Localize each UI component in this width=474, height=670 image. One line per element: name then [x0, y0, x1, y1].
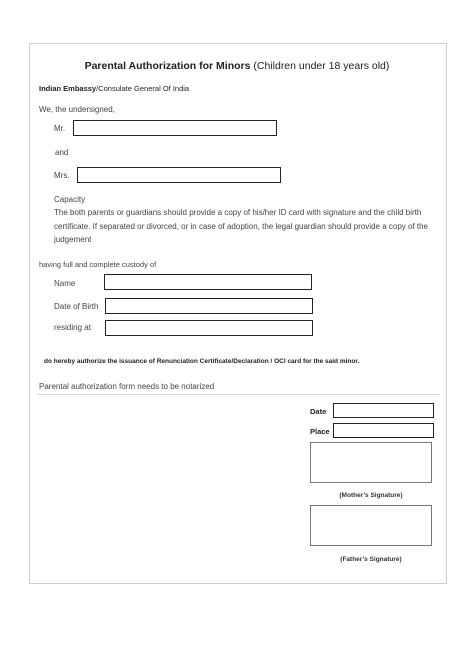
undersigned-text: We, the undersigned, [39, 105, 115, 114]
form-title-subtitle: (Children under 18 years old) [253, 60, 390, 72]
embassy-rest: /Consulate General Of India [96, 84, 190, 93]
father-signature-caption: (Father’s Signature) [340, 556, 402, 563]
residing-label: residing at [54, 323, 91, 332]
section-divider [38, 394, 440, 395]
father-signature-box[interactable] [310, 505, 432, 546]
date-label: Date [310, 407, 327, 416]
form-title [0, 60, 474, 72]
minor-name-field[interactable] [104, 274, 312, 290]
custody-text: having full and complete custody of [39, 260, 157, 269]
authorize-statement: do hereby authorize the issuance of Renunciation Certificate/Declaration / OCI card for the said minor. [44, 358, 360, 365]
mother-signature-box[interactable] [310, 442, 432, 483]
notarized-note: Parental authorization form needs to be notarized [39, 382, 215, 391]
residing-field[interactable] [105, 320, 313, 336]
minor-name-label: Name [54, 279, 76, 288]
and-label: and [55, 148, 69, 157]
place-label: Place [310, 427, 330, 436]
mr-name-field[interactable] [73, 120, 277, 136]
embassy-line [39, 84, 189, 93]
mrs-name-field[interactable] [77, 167, 281, 183]
form-title-bold: Parental Authorization for Minors [84, 60, 251, 72]
mrs-label: Mrs. [54, 171, 70, 180]
date-field[interactable] [333, 403, 434, 418]
capacity-heading: Capacity [54, 195, 86, 204]
minor-dob-label: Date of Birth [54, 302, 99, 311]
mother-signature-caption: (Mother’s Signature) [339, 492, 403, 499]
capacity-text: The both parents or guardians should provide a copy of his/her ID card with signature and the child birth certificate. If separated or divorced, or in case of adoption, the legal guardian should provide a copy of the judgement [54, 208, 429, 244]
place-field[interactable] [333, 423, 434, 438]
minor-dob-field[interactable] [105, 298, 313, 314]
mr-label: Mr. [54, 124, 66, 133]
embassy-bold: Indian Embassy [39, 84, 97, 93]
